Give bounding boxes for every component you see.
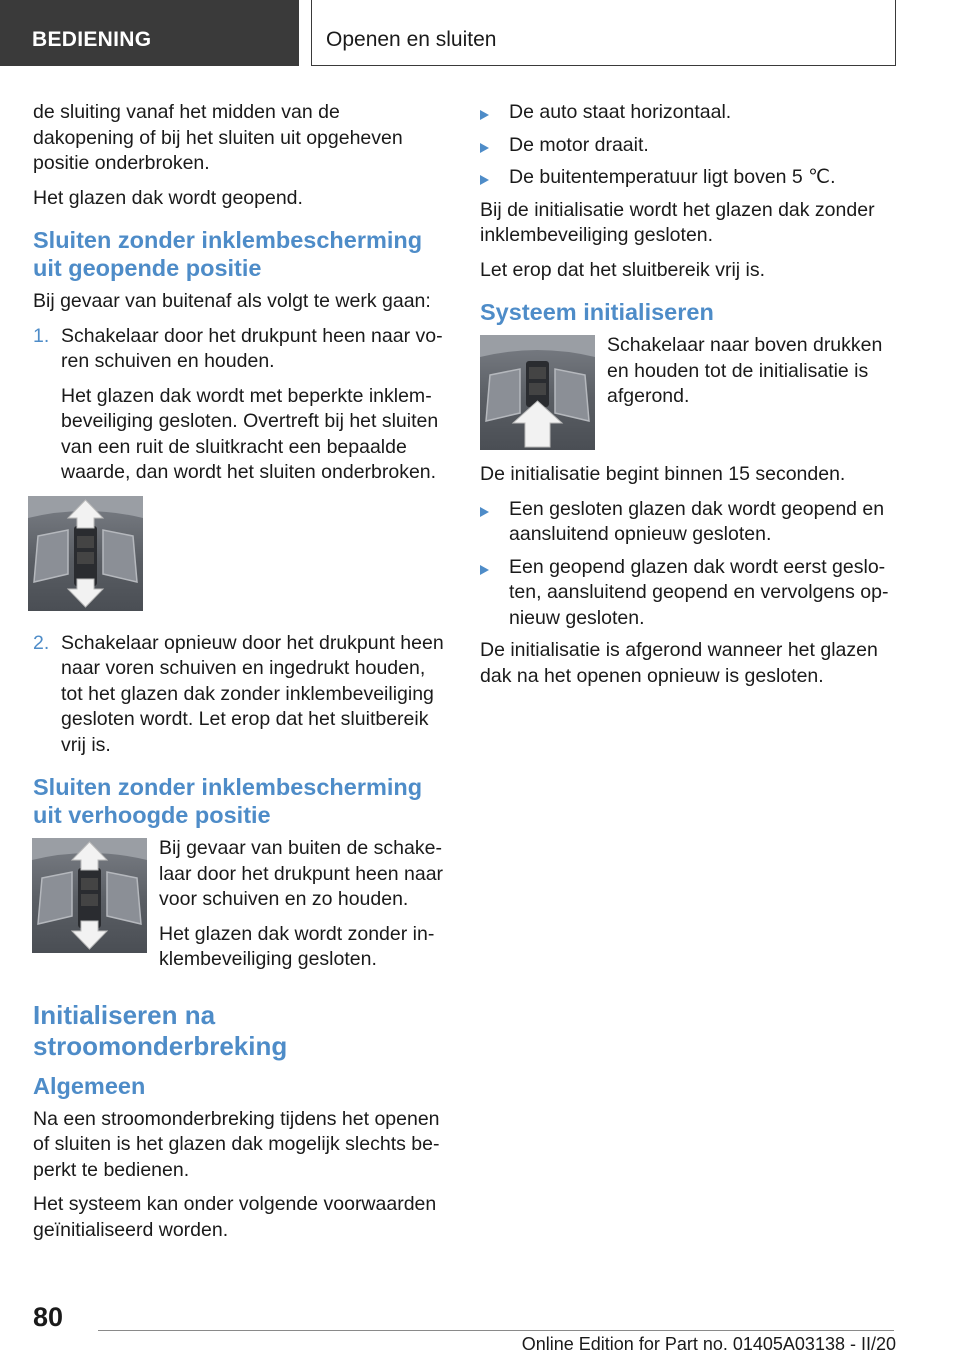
paragraph: Na een stroomonderbreking tijdens het openen of sluiten is het glazen dak mogelijk slechts beperkt te bedienen. xyxy=(33,1107,440,1181)
list-item-text: De motor draait. xyxy=(509,133,649,156)
footer-divider xyxy=(98,1330,894,1331)
list-item xyxy=(480,555,895,632)
raised-section xyxy=(33,836,445,982)
roof-switch-forward-back-illustration xyxy=(32,838,147,953)
list-item-text: De buitentemperatuur ligt boven 5 ℃. xyxy=(509,166,836,188)
header-chapter-label: Openen en sluiten xyxy=(326,28,497,51)
header-chapter-tab xyxy=(311,0,896,66)
header-section-tab xyxy=(0,0,299,66)
triangle-bullet-icon xyxy=(480,110,489,120)
system-initialise-text xyxy=(607,333,895,450)
paragraph: Het glazen dak wordt zonder inklembeveiliging gesloten. xyxy=(159,922,435,970)
triangle-bullet-icon xyxy=(480,175,489,185)
list-item-text: Een geopend glazen dak wordt eerst gesloten, aansluitend geopend en vervolgens opnieuw gesloten. xyxy=(509,555,889,629)
roof-switch-up-illustration xyxy=(480,335,595,450)
heading-system-initialise: Systeem initialiseren xyxy=(480,299,714,325)
paragraph: De initialisatie is afgerond wanneer het glazen dak na het openen opnieuw is gesloten. xyxy=(480,639,878,687)
raised-text xyxy=(159,836,445,982)
step-number: 2. xyxy=(33,631,50,654)
step-text: Het glazen dak wordt met beperkte inklembeveiliging gesloten. Overtreft bij het sluiten van een ruit de sluitkracht een bepaalde waarde, dan wordt het sluiten onderbroken. xyxy=(61,384,439,483)
footer-edition: Online Edition for Part no. 01405A03138 - II/20 xyxy=(521,1334,896,1354)
list-item xyxy=(480,133,895,159)
paragraph: Schakelaar naar boven drukken en houden tot de initialisatie is afgerond. xyxy=(607,334,883,407)
paragraph: Het glazen dak wordt geopend. xyxy=(33,186,303,209)
paragraph: De initialisatie begint binnen 15 seconden. xyxy=(480,463,846,485)
step-1 xyxy=(33,324,445,486)
heading-general: Algemeen xyxy=(33,1072,146,1099)
page-number: 80 xyxy=(33,1302,64,1332)
system-initialise-section xyxy=(480,333,895,450)
step-text: Schakelaar opnieuw door het drukpunt heen naar voren schuiven en ingedrukt houden, tot het glazen dak zonder inklembeveiliging gesloten wordt. Let erop dat het sluitbereik vrij is. xyxy=(61,631,444,756)
triangle-bullet-icon xyxy=(480,507,489,517)
triangle-bullet-icon xyxy=(480,565,489,575)
right-column xyxy=(480,100,895,698)
header-section-label: BEDIENING xyxy=(32,28,152,51)
heading-initialise: Initialiseren na stroomonderbreking xyxy=(33,999,288,1061)
heading-close-open-position: Sluiten zonder inklembescherming uit geopende positie xyxy=(33,227,423,281)
step-text: Schakelaar door het drukpunt heen naar voren schuiven en houden. xyxy=(61,324,443,372)
roof-switch-forward-back-illustration xyxy=(28,496,143,611)
paragraph: Het systeem kan onder volgende voorwaarden geïnitialiseerd worden. xyxy=(33,1193,437,1241)
list-item-text: De auto staat horizontaal. xyxy=(509,101,732,123)
list-item xyxy=(480,100,895,126)
paragraph: de sluiting vanaf het midden van de dakopening of bij het sluiten uit opgeheven positie onderbroken. xyxy=(33,101,403,174)
step-2 xyxy=(33,631,445,759)
list-item xyxy=(480,497,895,548)
paragraph: Bij de initialisatie wordt het glazen dak zonder inklembeveiliging gesloten. xyxy=(480,198,875,246)
paragraph: Let erop dat het sluitbereik vrij is. xyxy=(480,258,766,281)
left-column xyxy=(33,100,445,1252)
list-item xyxy=(480,165,895,191)
paragraph: Bij gevaar van buitenaf als volgt te werk gaan: xyxy=(33,290,431,312)
heading-close-raised-position: Sluiten zonder inklembescherming uit verhoogde positie xyxy=(33,774,423,828)
paragraph: Bij gevaar van buiten de schakelaar door het drukpunt heen naar voor schuiven en zo houden. xyxy=(159,837,444,910)
step-number: 1. xyxy=(33,324,50,347)
triangle-bullet-icon xyxy=(480,143,489,153)
list-item-text: Een gesloten glazen dak wordt geopend en aansluitend opnieuw gesloten. xyxy=(509,497,885,545)
